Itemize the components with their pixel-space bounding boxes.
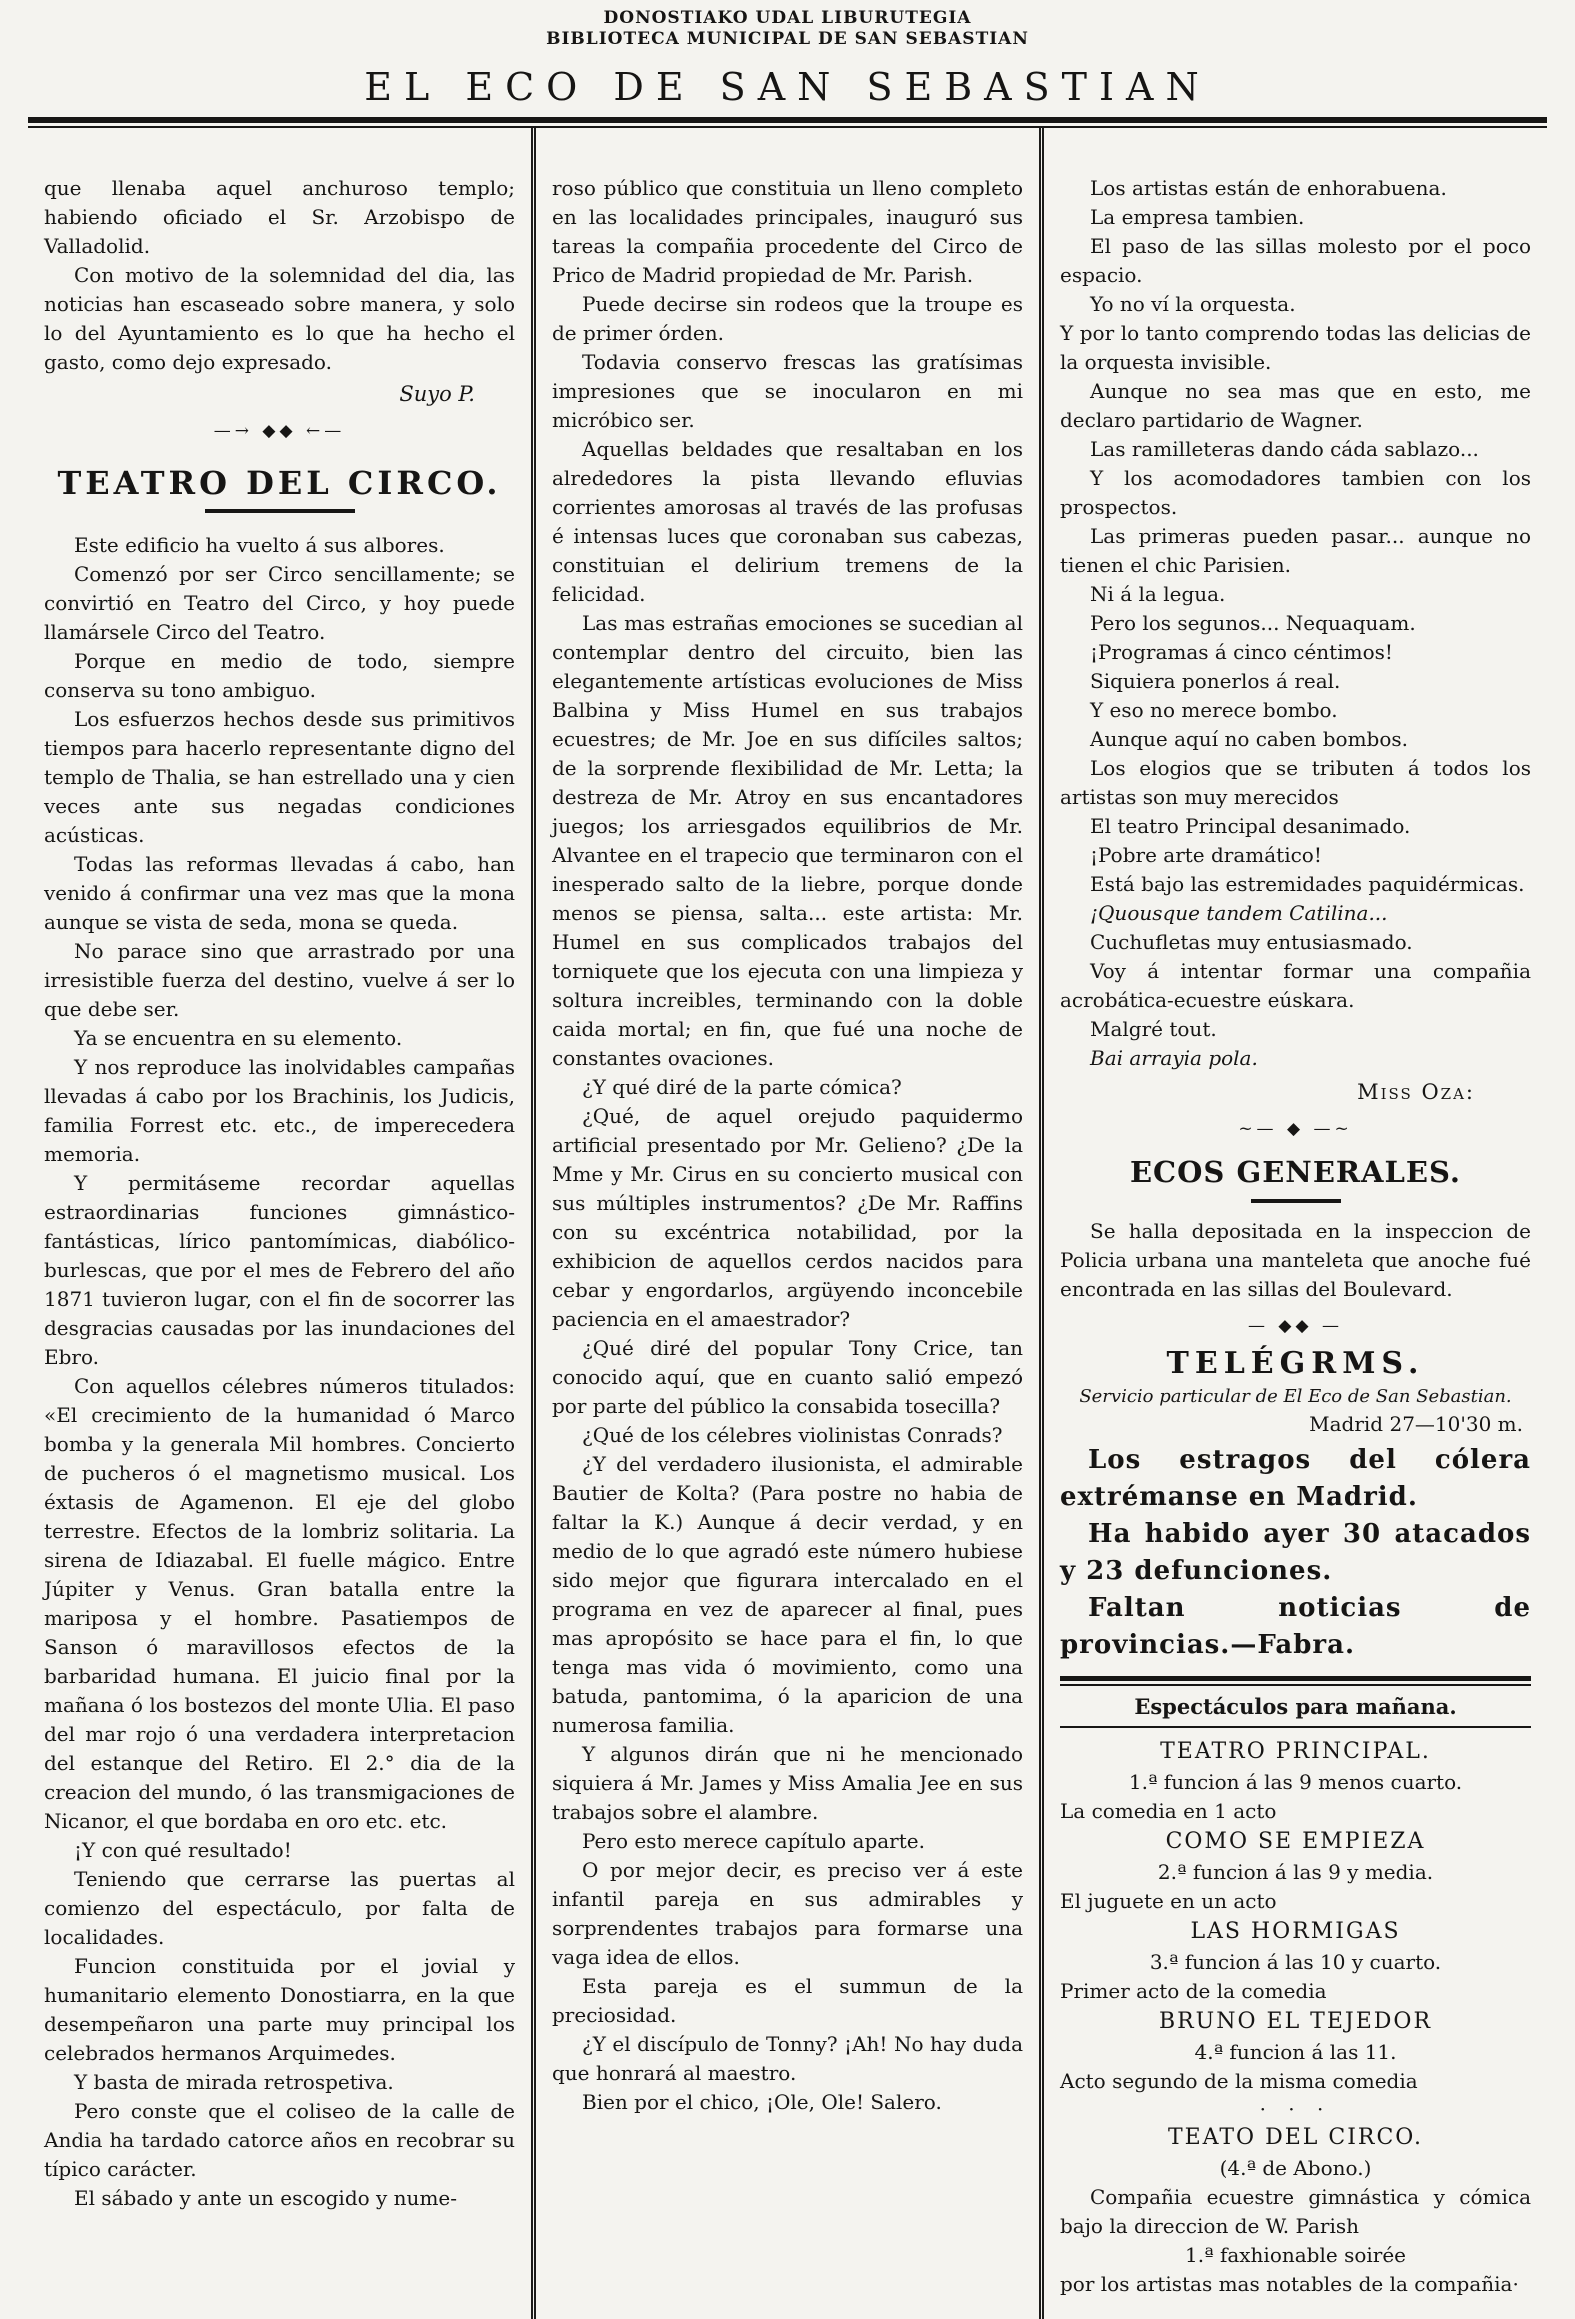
telegram-paragraph: Ha habido ayer 30 atacados y 23 defunciones. [1060,1519,1531,1586]
telegram-paragraph: Los estragos del cólera extrémanse en Madrid. [1060,1445,1531,1512]
paragraph: Pero esto merece capítulo aparte. [582,1829,925,1853]
program-line: (4.ª de Abono.) [1219,2156,1372,2180]
paragraph: ¡Pobre arte dramático! [1090,843,1322,867]
paragraph: Las primeras pueden pasar... aunque no tienen el chic Parisien. [1060,524,1531,577]
program-line: 1.ª funcion á las 9 menos cuarto. [1128,1770,1463,1794]
paragraph: ¡Y con qué resultado! [74,1838,292,1862]
paragraph: Malgré tout. [1090,1017,1217,1041]
section-heading: ECOS GENERALES. [1060,1155,1531,1203]
paragraph: Teniendo que cerrarse las puertas al comienzo del espectáculo, por falta de localidades. [44,1867,515,1949]
paragraph: Aquellas beldades que resaltaban en los alrededores la pista llevando efluvias corrientes amorosas al través de las profusas é intensas luces que coronaban sus cabezas, constituian el delirium tremens de la felicidad. [552,437,1023,606]
paragraph: ¿Qué, de aquel orejudo paquidermo artificial presentado por Mr. Gelieno? ¿De la Mme y Mr. Cirus en su concierto musical con sus múltiples instrumentos? ¿De Mr. Raffins con su excéntrica notabilidad, por la exhibicion de aquellos cerdos nacidos para cebar y engordarlos, argüyendo inconcebile paciencia en el amaestrador? [552,1104,1023,1331]
program-line: Espectáculos para mañana. [1134,1694,1457,1719]
paragraph: Ni á la legua. [1090,582,1226,606]
section-heading: TELÉGRMS. [1166,1346,1425,1381]
paragraph: Bai arrayia pola. [1090,1046,1258,1070]
paragraph: Puede decirse sin rodeos que la troupe es de primer órden. [552,292,1023,345]
paragraph: El teatro Principal desanimado. [1090,814,1411,838]
paragraph: por los artistas mas notables de la compañia· [1060,2272,1519,2296]
signature: Miss Oza: [1357,1080,1475,1104]
paragraph: Con motivo de la solemnidad del dia, las noticias han escaseado sobre manera, y solo lo del Ayuntamiento es lo que ha hecho el gasto, como dejo expresado. [44,263,515,374]
paragraph: Aunque aquí no caben bombos. [1090,727,1408,751]
dateline: Madrid 27—10'30 m. [1309,1412,1523,1436]
paragraph: Se halla depositada en la inspeccion de Policia urbana una manteleta que anoche fué encontrada en las sillas del Boulevard. [1060,1219,1531,1301]
paragraph: ¿Qué diré del popular Tony Crice, tan conocido aquí, que en cuanto salió empezó por parte del público la consabida tosecilla? [552,1336,1023,1418]
service-note: Servicio particular de El Eco de San Sebastian. [1079,1386,1512,1407]
paragraph: ¿Y qué diré de la parte cómica? [582,1075,902,1099]
dots-divider: · · · [1259,2097,1332,2121]
paragraph: O por mejor decir, es preciso ver á este infantil pareja en sus admirables y sorprendentes trabajos para formarse una vaga idea de ellos. [552,1858,1023,1969]
program-title: TEATRO PRINCIPAL. [1160,1739,1431,1764]
paragraph: roso público que constituia un lleno completo en las localidades principales, inauguró sus tareas la compañia procedente del Circo de Prico de Madrid propiedad de Mr. Parish. [552,176,1023,287]
program-title: COMO SE EMPIEZA [1165,1829,1426,1854]
paragraph: Los elogios que se tributen á todos los artistas son muy merecidos [1060,756,1531,809]
paragraph: El paso de las sillas molesto por el poco espacio. [1060,234,1531,287]
paragraph: Todavia conservo frescas las gratísimas impresiones que se inocularon en mi micróbico ser. [552,350,1023,432]
article-columns [0,128,1575,2319]
paragraph: ¿Y el discípulo de Tonny? ¡Ah! No hay duda que honrará al maestro. [552,2032,1023,2085]
paragraph: Ya se encuentra en su elemento. [74,1026,403,1050]
column-left [28,128,531,2319]
paragraph: Yo no ví la orquesta. [1090,292,1296,316]
paragraph: Y por lo tanto comprendo todas las delicias de la orquesta invisible. [1060,321,1531,374]
program-line: 1.ª faxhionable soirée [1185,2243,1406,2267]
paragraph: Compañia ecuestre gimnástica y cómica bajo la direccion de W. Parish [1060,2185,1531,2238]
program-title: BRUNO EL TEJEDOR [1158,2009,1433,2034]
paragraph: El sábado y ante un escogido y nume- [74,2186,457,2210]
program-line: 3.ª funcion á las 10 y cuarto. [1149,1950,1442,1974]
paragraph: Aunque no sea mas que en esto, me declaro partidario de Wagner. [1060,379,1531,432]
masthead-title: EL ECO DE SAN SEBASTIAN [364,65,1211,109]
paragraph: Los artistas están de enhorabuena. [1090,176,1447,200]
paragraph: Y algunos dirán que ni he mencionado siquiera á Mr. James y Miss Amalia Jee en sus trabajos sobre el alambre. [552,1742,1023,1824]
signature: Suyo P. [399,382,475,406]
paragraph: Todas las reformas llevadas á cabo, han venido á confirmar una vez mas que la mona aunque se vista de seda, mona se queda. [44,852,515,934]
telegram-paragraph: Faltan noticias de provincias.—Fabra. [1060,1593,1531,1660]
program-line: 4.ª funcion á las 11. [1194,2040,1397,2064]
column-center [531,128,1039,2319]
paragraph: Y permitáseme recordar aquellas estraordinarias funciones gimnástico-fantásticas, lírico pantomímicas, diabólico-burlescas, que por el mes de Febrero del año 1871 tuvieron lugar, con el fin de socorrer las desgracias causadas por las inundaciones del Ebro. [44,1171,515,1369]
ornament-divider: ~— ◆ —~ [1238,1119,1353,1139]
program-line: La comedia en 1 acto [1060,1799,1277,1823]
program-title: TEATO DEL CIRCO. [1167,2125,1424,2150]
paragraph: ¡Programas á cinco céntimos! [1090,640,1393,664]
library-stamp-line-1: DONOSTIAKO UDAL LIBURUTEGIA [603,8,972,28]
paragraph: Está bajo las estremidades paquidérmicas. [1090,872,1525,896]
paragraph: Voy á intentar formar una compañia acrobática-ecuestre eúskara. [1060,959,1531,1012]
program-line: Acto segundo de la misma comedia [1060,2069,1418,2093]
paragraph: Y basta de mirada retrospetiva. [74,2070,394,2094]
paragraph: Funcion constituida por el jovial y humanitario elemento Donostiarra, en la que desempeñaron una parte muy principal los celebrados hermanos Arquimedes. [44,1954,515,2065]
paragraph: ¿Qué de los célebres violinistas Conrads? [582,1423,1003,1447]
column-right [1039,128,1547,2319]
paragraph: Cuchufletas muy entusiasmado. [1090,930,1413,954]
paragraph: ¡Quousque tandem Catilina... [1090,901,1388,925]
paragraph: Siquiera ponerlos á real. [1090,669,1341,693]
thick-rule [1060,1676,1531,1686]
paragraph: Las mas estrañas emociones se sucedian al contemplar dentro del circuito, bien las elegantemente artísticas evoluciones de Miss Balbina y Miss Humel en sus trabajos ecuestres; de Mr. Joe en sus difíciles saltos; de la sorprende flexibilidad de Mr. Letta; la destreza de Mr. Atroy en sus encantadores juegos; los arriesgados equilibrios de Mr. Alvantee en el trapecio que terminaron con el inesperado salto de la liebre, porque donde menos se piensa, salta... este artista: Mr. Humel en sus complicados trabajos del torniquete que los ejecuta con una limpieza y soltura increibles, terminando con la doble caida mortal; en fin, que fué una noche de constantes ovaciones. [552,611,1023,1070]
paragraph: ¿Y del verdadero ilusionista, el admirable Bautier de Kolta? (Para postre no habia de faltar la K.) Aunque á decir verdad, y en medio de lo que agradó este número hubiese sido mejor que figurara intercalado en el programa en vez de aparecer al final, pues mas apropósito se hace para el fin, lo que tenga mas vida ó movimiento, como una batuda, pantomima, ó la aparicion de una numerosa familia. [552,1452,1023,1737]
program-title: LAS HORMIGAS [1190,1919,1401,1944]
paragraph: Pero los segunos... Nequaquam. [1090,611,1416,635]
program-line: Primer acto de la comedia [1060,1979,1327,2003]
paragraph: Y los acomodadores tambien con los prospectos. [1060,466,1531,519]
paragraph: Pero conste que el coliseo de la calle de Andia ha tardado catorce años en recobrar su típico carácter. [44,2099,515,2181]
paragraph: Comenzó por ser Circo sencillamente; se convirtió en Teatro del Circo, y hoy puede llamársele Circo del Teatro. [44,562,515,644]
paragraph: Esta pareja es el summun de la preciosidad. [552,1974,1023,2027]
paragraph: Este edificio ha vuelto á sus albores. [74,533,445,557]
section-heading: TEATRO DEL CIRCO. [44,465,515,513]
ornament-divider: —→ ◆◆ ←— [213,421,346,441]
paragraph: Los esfuerzos hechos desde sus primitivos tiempos para hacerlo representante digno del templo de Thalia, se han estrellado una y cien veces ante sus negadas condiciones acústicas. [44,707,515,847]
paragraph: Y nos reproduce las inolvidables campañas llevadas á cabo por los Brachinis, los Judicis, familia Forrest etc. etc., de imperecedera memoria. [44,1055,515,1166]
library-stamp [0,0,1575,50]
paragraph: La empresa tambien. [1090,205,1305,229]
paragraph: Bien por el chico, ¡Ole, Ole! Salero. [582,2090,942,2114]
ornament-divider: — ◆◆ — [1248,1316,1343,1336]
paragraph: Con aquellos célebres números titulados: «El crecimiento de la humanidad ó Marco bomba y la generala Mil hombres. Concierto de pucheros ó el magnetismo musical. Los éxtasis de Agamenon. El eje del globo terrestre. Efectos de la lombriz solitaria. La sirena de Idiazabal. El fuelle mágico. Entre Júpiter y Venus. Gran batalla entre la mariposa y el hombre. Pasatiempos de Sanson ó maravillosos efectos de la barbaridad humana. El juicio final por la mañana ó los bostezos del monte Ulia. El paso del mar rojo ó una verdadera interpretacion del estanque del Retiro. El 2.° dia de la creacion del mundo, ó las transmigaciones de Nicanor, el que bordaba en oro etc. etc. [44,1374,515,1833]
paragraph: Las ramilleteras dando cáda sablazo... [1090,437,1479,461]
program-line: El juguete en un acto [1060,1889,1277,1913]
library-stamp-line-2: BIBLIOTECA MUNICIPAL DE SAN SEBASTIAN [546,29,1029,49]
paragraph: Porque en medio de todo, siempre conserva su tono ambiguo. [44,649,515,702]
thin-rule [1060,1726,1531,1728]
program-line: 2.ª funcion á las 9 y media. [1157,1860,1434,1884]
paragraph: que llenaba aquel anchuroso templo; habiendo oficiado el Sr. Arzobispo de Valladolid. [44,176,515,258]
paragraph: Y eso no merece bombo. [1090,698,1338,722]
masthead-rule [28,117,1547,128]
paragraph: No parace sino que arrastrado por una irresistible fuerza del destino, vuelve á ser lo que debe ser. [44,939,515,1021]
